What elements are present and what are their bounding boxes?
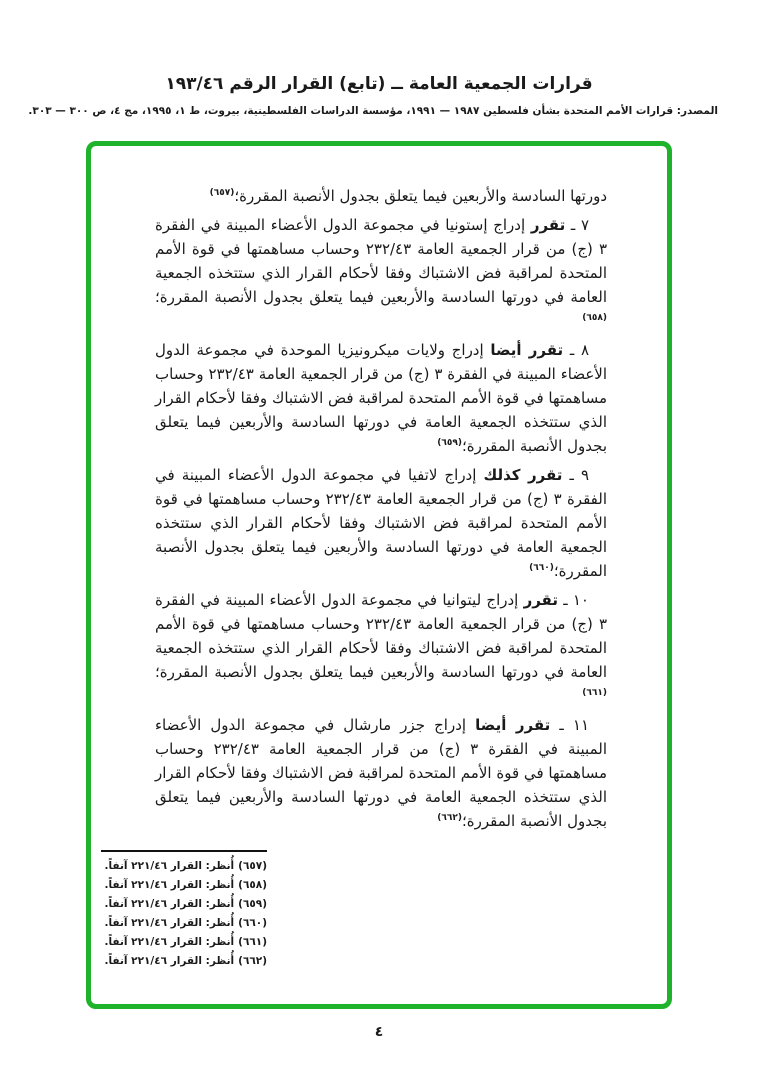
footnote-item [101, 952, 267, 971]
page-title: قرارات الجمعية العامة ــ (تابع) القرار الرقم ١٩٣/٤٦ [165, 74, 593, 94]
paragraph-8 [155, 338, 607, 458]
footnote-ref: (٦٦١) [582, 688, 607, 698]
page-number: ٤ [374, 1024, 384, 1040]
source-citation: المصدر: قرارات الأمم المتحدة بشأن فلسطين ١٩٨٧ — ١٩٩١، مؤسسة الدراسات الفلسطينية، بيروت، ط ١، ١٩٩٥، مج ٤، ص ٣٠٠ — ٣٠٣. [28, 105, 718, 117]
para-lead: تقرر [530, 216, 566, 234]
footnote-marker: (٦٥٧) [238, 860, 267, 872]
para-body: إدراج لاتفيا في مجموعة الدول الأعضاء المبينة في الفقرة ٣ (ج) من قرار الجمعية العامة ٢٣٢/٤٣ وحساب مساهمتها في قوة الأمم المتحدة لمراقبة فض الاشتباك وفقا لأحكام القرار الذي ستتخذه الجمعية العامة في دورتها السادسة والأربعين فيما يتعلق بجدول الأنصبة المقررة؛ [155, 466, 607, 580]
green-border-content-box [86, 141, 672, 1009]
footnote-text: أُنظر: القرار ٢٢١/٤٦ آنفاً. [104, 879, 235, 891]
para-lead: تقرر أيضا [475, 716, 551, 734]
para-body: إدراج ليتوانيا في مجموعة الدول الأعضاء المبينة في الفقرة ٣ (ج) من قرار الجمعية العامة ٢٣٢/٤٣ وحساب مساهمتها في قوة الأمم المتحدة لمراقبة فض الاشتباك وفقا لأحكام القرار الذي ستتخذه الجمعية العامة في دورتها السادسة والأربعين فيما يتعلق بجدول الأنصبة المقررة؛ [155, 591, 608, 681]
footnote-marker: (٦٥٨) [238, 879, 267, 891]
para-lead: تقرر كذلك [483, 466, 563, 484]
footnote-ref: (٦٥٧) [209, 188, 235, 198]
footnote-text: أُنظر: القرار ٢٢١/٤٦ آنفاً. [104, 936, 235, 948]
footnote-text: أُنظر: القرار ٢٢١/٤٦ آنفاً. [104, 955, 235, 967]
para-body: إدراج ولايات ميكرونيزيا الموحدة في مجموعة الدول الأعضاء المبينة في الفقرة ٣ (ج) من قرار الجمعية العامة ٢٣٢/٤٣ وحساب مساهمتها في قوة الأمم المتحدة لمراقبة فض الاشتباك وفقا لأحكام القرار الذي ستتخذه الجمعية العامة في دورتها السادسة والأربعين فيما يتعلق بجدول الأنصبة المقررة؛ [155, 341, 607, 455]
footnote-ref: (٦٥٩) [437, 438, 462, 448]
footnote-text: أُنظر: القرار ٢٢١/٤٦ آنفاً. [104, 917, 235, 929]
footnote-ref: (٦٦٠) [529, 563, 554, 573]
paragraph-10 [155, 588, 607, 708]
footnote-marker: (٦٦٠) [238, 917, 267, 929]
para-body: دورتها السادسة والأربعين فيما يتعلق بجدول الأنصبة المقررة؛ [234, 187, 607, 205]
body-text-column [155, 184, 607, 838]
footnote-text: أُنظر: القرار ٢٢١/٤٦ آنفاً. [104, 898, 235, 910]
footnote-marker: (٦٦١) [238, 936, 267, 948]
footnote-item [101, 895, 267, 914]
para-body: إدراج جزر مارشال في مجموعة الدول الأعضاء المبينة في الفقرة ٣ (ج) من قرار الجمعية العامة ٢٣٢/٤٣ وحساب مساهمتها في قوة الأمم المتحدة لمراقبة فض الاشتباك وفقا لأحكام القرار الذي ستتخذه الجمعية العامة في دورتها السادسة والأربعين فيما يتعلق بجدول الأنصبة المقررة؛ [155, 716, 607, 830]
para-lead: تقرر أيضا [490, 341, 564, 359]
para-number: ١٠ ـ [557, 591, 589, 609]
footnote-text: أُنظر: القرار ٢٢١/٤٦ آنفاً. [104, 860, 235, 872]
para-number: ١١ ـ [550, 716, 590, 734]
footnotes-block [101, 850, 267, 971]
footnote-item [101, 876, 267, 895]
footnote-item [101, 857, 267, 876]
footnote-marker: (٦٦٢) [238, 955, 267, 967]
paragraph-11 [155, 713, 607, 833]
paragraph-9 [155, 463, 607, 583]
para-number: ٧ ـ [565, 216, 590, 234]
paragraph-7 [155, 213, 607, 333]
footnote-ref: (٦٥٨) [582, 313, 607, 323]
footnote-item [101, 933, 267, 952]
continuation-paragraph [155, 184, 607, 208]
para-number: ٩ ـ [562, 466, 589, 484]
footnote-ref: (٦٦٢) [437, 813, 462, 823]
footnote-item [101, 914, 267, 933]
para-number: ٨ ـ [563, 341, 589, 359]
para-lead: تقرر [523, 591, 558, 609]
para-body: إدراج إستونيا في مجموعة الدول الأعضاء المبينة في الفقرة ٣ (ج) من قرار الجمعية العامة ٢٣٢/٤٣ وحساب مساهمتها في قوة الأمم المتحدة لمراقبة فض الاشتباك وفقا لأحكام القرار الذي ستتخذه الجمعية العامة في دورتها السادسة والأربعين فيما يتعلق بجدول الأنصبة المقررة؛ [155, 216, 608, 306]
footnote-marker: (٦٥٩) [238, 898, 267, 910]
